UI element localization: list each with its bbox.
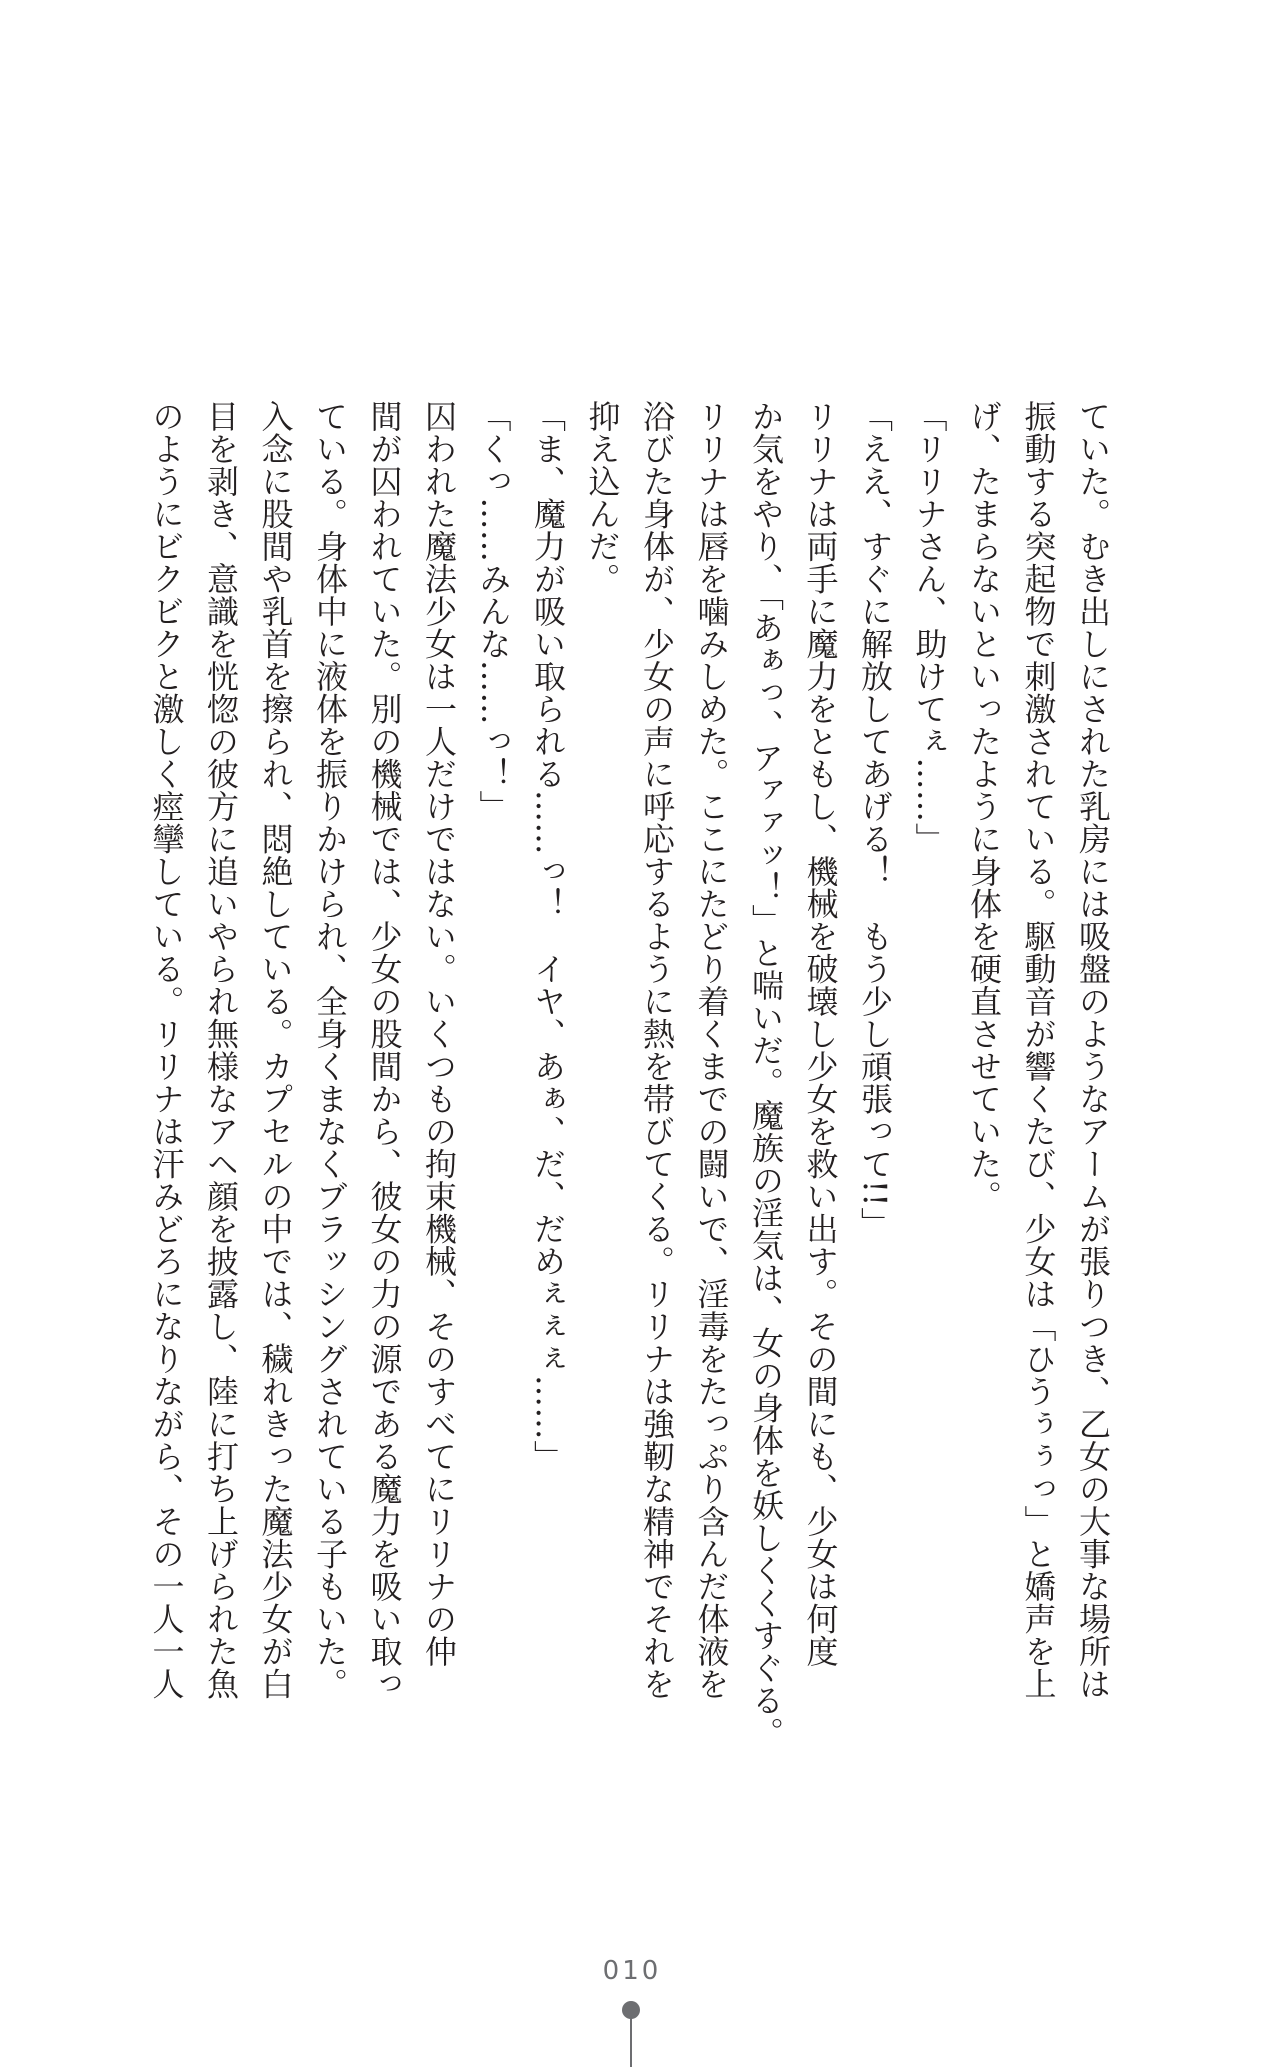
text-line: ていた。むき出しにされた乳房には吸盤のようなアームが張りつき、乙女の大事な場所は — [1074, 400, 1112, 1700]
text-line: げ、たまらないといったように身体を硬直させていた。 — [965, 400, 1003, 1213]
text-line: 入念に股間や乳首を擦られ、悶絶している。カプセルの中では、穢れきった魔法少女が白 — [256, 400, 295, 1700]
text-line: 囚われた魔法少女は一人だけではない。いくつもの拘束機械、そのすべてにリリナの仲 — [420, 400, 458, 1668]
body-text — [147, 400, 1120, 1749]
text-line: か気をやり、「あぁっ、アァァッ！」と喘いだ。魔族の淫気は、女の身体を妖しくくすぐる。 — [747, 400, 785, 1749]
text-line: 「ま、魔力が吸い取られる……っ！ イヤ、あぁ、だ、だめぇぇぇ……」 — [529, 400, 567, 1473]
text-line: 「ええ、すぐに解放してあげる！ もう少し頑張って!!」 — [856, 400, 894, 1240]
page-number: 010 — [602, 1956, 662, 1986]
text-line: リリナは両手に魔力をともし、機械を破壊し少女を救い出す。その間にも、少女は何度 — [801, 400, 840, 1668]
text-line: ている。身体中に液体を振りかけられ、全身くまなくブラッシングされている子もいた。 — [311, 400, 349, 1700]
text-line: 「くっ……みんな……っ！」 — [474, 400, 513, 823]
text-line: 抑え込んだ。 — [583, 400, 622, 595]
text-line: のようにビクビクと激しく痙攣している。リリナは汗みどろになりながら、その一人一人 — [147, 400, 186, 1700]
text-line: 「リリナさん、助けてぇ……」 — [910, 400, 949, 855]
text-line: 振動する突起物で刺激されている。駆動音が響くたび、少女は「ひうぅぅっ」と嬌声を上 — [1019, 400, 1058, 1700]
text-line: 間が囚われていた。別の機械では、少女の股間から、彼女の力の源である魔力を吸い取っ — [365, 400, 404, 1700]
text-line: 目を剥き、意識を恍惚の彼方に追いやられ無様なアヘ顔を披露し、陸に打ち上げられた魚 — [202, 400, 240, 1700]
text-line: 浴びた身体が、少女の声に呼応するように熱を帯びてくる。リリナは強靭な精神でそれを — [638, 400, 676, 1700]
page-marker-line — [630, 2017, 632, 2067]
text-line: リリナは唇を噛みしめた。ここにたどり着くまでの闘いで、淫毒をたっぷり含んだ体液を — [692, 400, 731, 1700]
